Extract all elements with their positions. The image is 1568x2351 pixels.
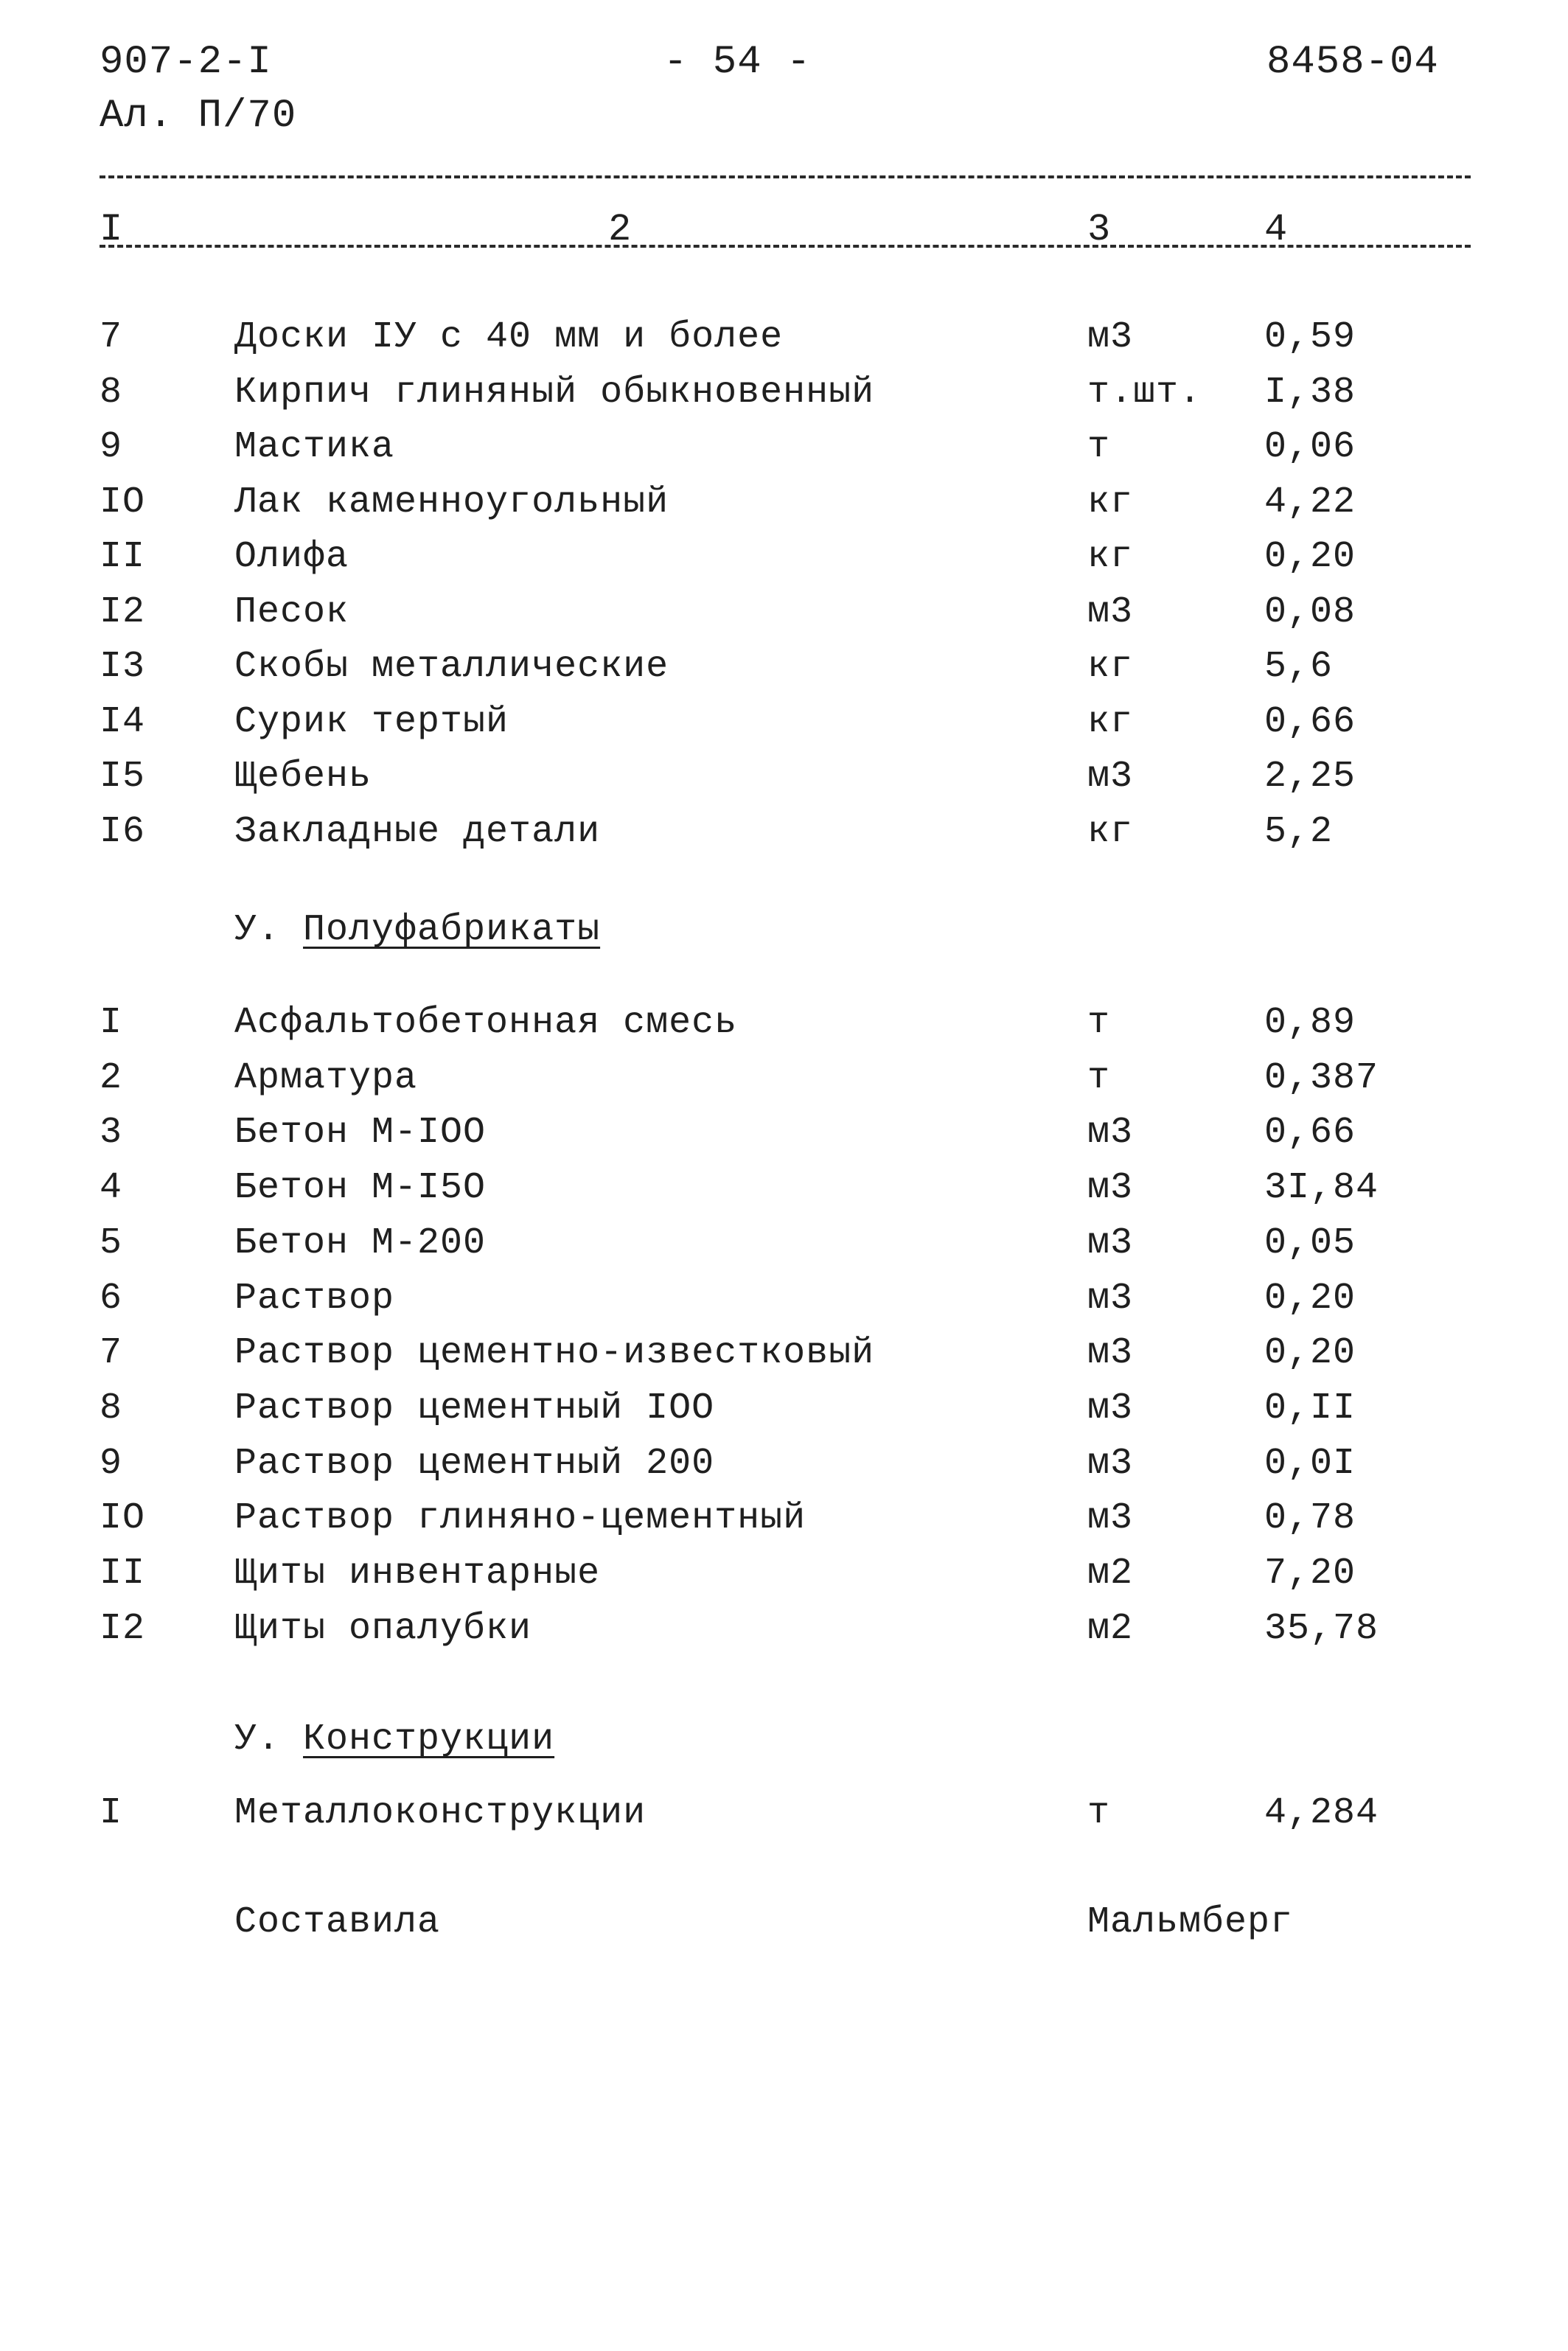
- row-number: IO: [100, 481, 146, 523]
- table-row: [0, 1497, 1568, 1541]
- item-quantity: 0,66: [1264, 1112, 1356, 1154]
- item-name: Раствор цементный 200: [234, 1442, 715, 1485]
- item-quantity: 0,0I: [1264, 1442, 1356, 1485]
- row-number: I4: [100, 700, 146, 743]
- item-name: Скобы металлические: [234, 646, 669, 688]
- item-unit: м3: [1087, 1277, 1134, 1320]
- table-row: [0, 1331, 1568, 1376]
- table-row: [0, 1277, 1568, 1321]
- item-quantity: 0,05: [1264, 1222, 1356, 1264]
- item-name: Щиты инвентарные: [234, 1553, 601, 1595]
- row-number: 4: [100, 1167, 123, 1210]
- item-quantity: 35,78: [1264, 1607, 1379, 1650]
- compiled-label: Составила: [234, 1901, 441, 1943]
- table-row: [0, 591, 1568, 635]
- item-quantity: 0,06: [1264, 426, 1356, 468]
- row-number: 7: [100, 316, 123, 358]
- item-quantity: 4,284: [1264, 1792, 1379, 1834]
- row-number: 2: [100, 1056, 123, 1099]
- item-unit: т: [1087, 1056, 1111, 1099]
- item-quantity: 0,20: [1264, 1332, 1356, 1375]
- column-header-4: 4: [1264, 208, 1288, 251]
- table-row: [0, 1442, 1568, 1486]
- column-header-3: 3: [1087, 208, 1111, 251]
- item-unit: м3: [1087, 1332, 1134, 1375]
- item-name: Сурик тертый: [234, 700, 509, 743]
- table-row: [0, 316, 1568, 360]
- table-row: [0, 1056, 1568, 1101]
- item-unit: кг: [1087, 646, 1134, 688]
- item-quantity: 5,2: [1264, 810, 1334, 853]
- table-row: [0, 1791, 1568, 1836]
- row-number: II: [100, 536, 146, 578]
- row-number: 9: [100, 1442, 123, 1485]
- row-number: I: [100, 1002, 123, 1044]
- section-prefix: У.: [234, 909, 281, 951]
- item-quantity: 0,89: [1264, 1002, 1356, 1044]
- item-name: Бетон М-I5O: [234, 1167, 487, 1210]
- item-name: Металлоконструкции: [234, 1792, 647, 1834]
- section-title: Конструкции: [303, 1718, 555, 1760]
- column-header-2: 2: [608, 208, 632, 251]
- document-code: 907-2-I: [100, 40, 272, 85]
- item-unit: м3: [1087, 316, 1134, 358]
- item-unit: т: [1087, 1792, 1111, 1834]
- table-row: [0, 755, 1568, 799]
- row-number: 5: [100, 1222, 123, 1264]
- item-name: Щебень: [234, 756, 372, 798]
- table-row: [0, 645, 1568, 689]
- item-quantity: 0,387: [1264, 1056, 1379, 1099]
- item-name: Раствор цементно-известковый: [234, 1332, 875, 1375]
- item-unit: м3: [1087, 591, 1134, 633]
- row-number: II: [100, 1553, 146, 1595]
- top-dashed-rule: [100, 175, 1471, 178]
- item-unit: кг: [1087, 810, 1134, 853]
- row-number: IO: [100, 1497, 146, 1540]
- row-number: 8: [100, 1387, 123, 1429]
- table-row: [0, 425, 1568, 470]
- column-header-1: I: [100, 208, 123, 251]
- item-unit: кг: [1087, 481, 1134, 523]
- row-number: 8: [100, 371, 123, 414]
- item-unit: м3: [1087, 1112, 1134, 1154]
- section-prefix: У.: [234, 1718, 281, 1760]
- sheet-reference: Ал. П/70: [100, 94, 297, 139]
- item-unit: кг: [1087, 700, 1134, 743]
- section-title: Полуфабрикаты: [303, 909, 601, 951]
- item-unit: т: [1087, 426, 1111, 468]
- row-number: I2: [100, 1607, 146, 1650]
- page-number: - 54 -: [663, 40, 812, 85]
- header-dashed-rule: [100, 245, 1471, 248]
- item-unit: м3: [1087, 1167, 1134, 1210]
- project-code: 8458-04: [1266, 40, 1439, 85]
- table-row: [0, 371, 1568, 415]
- item-unit: т.шт.: [1087, 371, 1202, 414]
- item-quantity: 0,66: [1264, 700, 1356, 743]
- item-unit: м3: [1087, 756, 1134, 798]
- item-unit: м2: [1087, 1607, 1134, 1650]
- table-row: [0, 1552, 1568, 1596]
- section-heading-semi-products: [234, 908, 600, 952]
- item-name: Асфальтобетонная смесь: [234, 1002, 738, 1044]
- row-number: 9: [100, 426, 123, 468]
- item-name: Раствор цементный IOO: [234, 1387, 715, 1429]
- item-name: Кирпич глиняный обыкновенный: [234, 371, 875, 414]
- compiled-by: Мальмберг: [1087, 1901, 1294, 1943]
- row-number: 7: [100, 1332, 123, 1375]
- item-quantity: 7,20: [1264, 1553, 1356, 1595]
- item-quantity: 0,20: [1264, 536, 1356, 578]
- item-quantity: 2,25: [1264, 756, 1356, 798]
- table-row: [0, 481, 1568, 525]
- row-number: I: [100, 1792, 123, 1834]
- table-row: [0, 1222, 1568, 1266]
- item-unit: т: [1087, 1002, 1111, 1044]
- item-quantity: 0,20: [1264, 1277, 1356, 1320]
- item-unit: м3: [1087, 1222, 1134, 1264]
- row-number: 3: [100, 1112, 123, 1154]
- table-row: [0, 1001, 1568, 1045]
- item-name: Бетон М-200: [234, 1222, 487, 1264]
- table-row: [0, 1111, 1568, 1155]
- item-unit: м3: [1087, 1497, 1134, 1540]
- row-number: I6: [100, 810, 146, 853]
- item-name: Лак каменноугольный: [234, 481, 669, 523]
- table-row: [0, 810, 1568, 854]
- item-name: Мастика: [234, 426, 395, 468]
- item-unit: м3: [1087, 1387, 1134, 1429]
- item-quantity: 4,22: [1264, 481, 1356, 523]
- item-name: Арматура: [234, 1056, 418, 1099]
- item-name: Щиты опалубки: [234, 1607, 532, 1650]
- item-quantity: I,38: [1264, 371, 1356, 414]
- table-row: [0, 1387, 1568, 1431]
- row-number: I2: [100, 591, 146, 633]
- item-quantity: 0,II: [1264, 1387, 1356, 1429]
- item-quantity: 0,59: [1264, 316, 1356, 358]
- item-quantity: 5,6: [1264, 646, 1334, 688]
- item-name: Закладные детали: [234, 810, 601, 853]
- row-number: I3: [100, 646, 146, 688]
- table-row: [0, 1607, 1568, 1651]
- item-name: Раствор глиняно-цементный: [234, 1497, 806, 1540]
- item-quantity: 0,78: [1264, 1497, 1356, 1540]
- row-number: I5: [100, 756, 146, 798]
- table-row: [0, 700, 1568, 745]
- item-unit: м2: [1087, 1553, 1134, 1595]
- item-unit: м3: [1087, 1442, 1134, 1485]
- item-quantity: 3I,84: [1264, 1167, 1379, 1210]
- item-name: Песок: [234, 591, 349, 633]
- table-row: [0, 535, 1568, 579]
- table-row: [0, 1166, 1568, 1211]
- section-heading-constructions: [234, 1718, 554, 1762]
- row-number: 6: [100, 1277, 123, 1320]
- item-unit: кг: [1087, 536, 1134, 578]
- item-name: Олифа: [234, 536, 349, 578]
- item-name: Бетон М-IOO: [234, 1112, 487, 1154]
- item-name: Доски IУ с 40 мм и более: [234, 316, 784, 358]
- item-quantity: 0,08: [1264, 591, 1356, 633]
- item-name: Раствор: [234, 1277, 395, 1320]
